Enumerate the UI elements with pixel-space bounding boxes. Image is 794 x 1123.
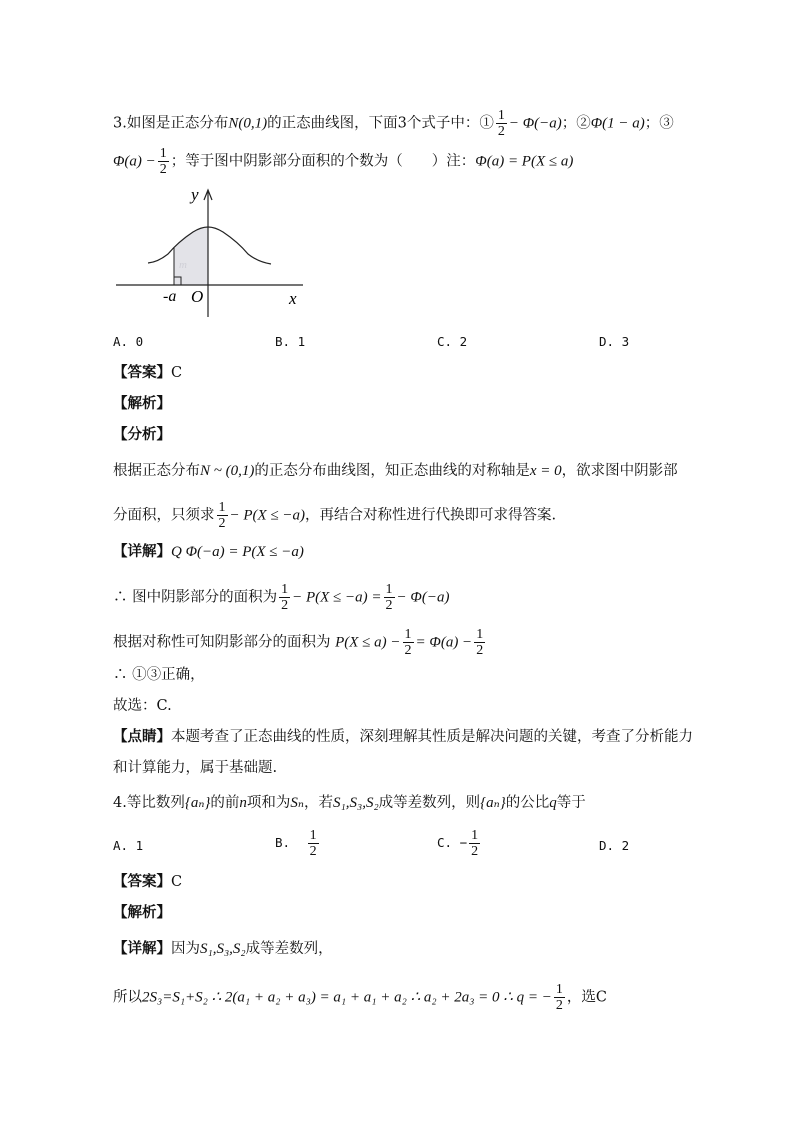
text: ，若 <box>304 795 334 811</box>
q3-detail-line-4: ∴ ①③正确， <box>113 667 205 683</box>
q3-fenxi-line-1 <box>113 461 678 481</box>
math: Sₙ <box>290 795 305 811</box>
text: 本题考查了正态曲线的性质，深刻理解其性质是解决问题的关键，考查了分析能力 <box>171 729 693 745</box>
q4-option-a[interactable]: A. 1 <box>113 838 144 853</box>
normal-curve-figure <box>113 180 313 325</box>
x-axis-label: x <box>289 289 297 308</box>
q3-question-tail: ；等于图中阴影部分面积的个数为（ ）注： <box>170 153 476 170</box>
q3-expr-3: Φ(a) − <box>113 153 156 170</box>
q3-distribution: N(0,1) <box>228 115 268 132</box>
q3-intro-2: 的正态曲线图，下面3个式子中：① <box>267 115 494 132</box>
text: ，再结合对称性进行代换即可求得答案. <box>305 507 557 524</box>
text: ，选C <box>566 989 607 1006</box>
math: {aₙ} <box>184 795 211 811</box>
origin-label: O <box>191 287 204 306</box>
math: − P(X ≤ −a) = <box>292 589 382 606</box>
text: 4.等比数列 <box>113 795 185 811</box>
math: q <box>549 795 557 811</box>
math: {aₙ} <box>480 795 506 811</box>
q3-fraction-half <box>496 108 507 139</box>
q3-fenxi-tag: 【分析】 <box>113 426 171 443</box>
math: n <box>239 795 247 811</box>
frac-den: 2 <box>471 844 479 859</box>
text: 所以 <box>113 989 142 1006</box>
q3-option-d[interactable]: D. 3 <box>599 334 630 349</box>
fraction-half <box>279 582 290 613</box>
q3-stem-line-2 <box>113 146 573 177</box>
q4-option-d[interactable]: D. 2 <box>599 838 630 853</box>
answer-value: C <box>171 874 183 890</box>
frac-num: 1 <box>471 828 479 843</box>
q3-detail-line-1 <box>113 542 304 562</box>
math: N ~ (0,1) <box>200 463 255 479</box>
q4-answer <box>113 872 182 892</box>
frac-den: 2 <box>309 844 317 859</box>
q3-analysis-tag: 【解析】 <box>113 395 171 412</box>
math: 2S₃=S₁+S₂ ∴ 2(a₁ + a₂ + a₃) = a₁ + a₁ + a₂ ∴ a₂ + 2a₃ = 0 ∴ q = − <box>142 989 552 1006</box>
math: x = 0 <box>529 463 562 479</box>
q3-sep-3: ；③ <box>644 115 674 132</box>
text: 的正态分布曲线图，知正态曲线的对称轴是 <box>254 463 530 479</box>
label: C. − <box>437 835 468 850</box>
shaded-area <box>174 227 208 285</box>
q3-note: Φ(a) = P(X ≤ a) <box>475 153 574 170</box>
math: S₁,S₃,S₂ <box>333 795 379 811</box>
q4-option-b[interactable] <box>275 828 321 859</box>
frac-num: 1 <box>404 627 412 642</box>
comment-tag: 【点睛】 <box>113 728 171 745</box>
frac-num: 1 <box>385 582 393 597</box>
y-axis-label: y <box>191 185 199 204</box>
math: − Φ(−a) <box>396 589 450 606</box>
label: B. <box>275 835 291 850</box>
text: 成等差数列， <box>245 941 333 957</box>
frac-den: 2 <box>404 643 412 658</box>
q3-expr-1: − Φ(−a) <box>508 115 562 132</box>
q4-detail-line-1 <box>113 939 333 959</box>
frac-num: 1 <box>309 828 317 843</box>
fraction-half <box>384 582 395 613</box>
q4-stem <box>113 793 586 813</box>
frac-num: 1 <box>218 500 226 515</box>
answer-tag: 【答案】 <box>113 873 171 890</box>
detail-tag: 【详解】 <box>113 543 171 560</box>
frac-num: 1 <box>476 627 484 642</box>
q3-expr-2: Φ(1 − a) <box>590 115 645 132</box>
frac-num: 1 <box>497 108 505 123</box>
shade-mark: m <box>179 259 187 271</box>
detail-tag: 【详解】 <box>113 940 171 957</box>
text: 成等差数列，则 <box>378 795 481 811</box>
frac-den: 2 <box>281 598 289 613</box>
frac-num: 1 <box>159 146 167 161</box>
frac-num: 1 <box>555 982 563 997</box>
frac-den: 2 <box>497 124 505 139</box>
fraction-half <box>469 828 480 859</box>
text: 分面积，只须求 <box>113 507 215 524</box>
frac-den: 2 <box>555 998 563 1013</box>
fraction-half <box>474 627 485 658</box>
answer-tag: 【答案】 <box>113 364 171 381</box>
text: 根据对称性可知阴影部分的面积为 <box>113 634 331 651</box>
text: 等于 <box>556 795 586 811</box>
fraction-half <box>554 982 565 1013</box>
text: 的前 <box>210 795 240 811</box>
frac-den: 2 <box>476 643 484 658</box>
frac-den: 2 <box>218 516 226 531</box>
text: 根据正态分布 <box>113 463 200 479</box>
normal-curve <box>148 227 271 264</box>
text: ，欲求图中阴影部 <box>561 463 678 479</box>
q3-fraction-half-2 <box>158 146 169 177</box>
frac-den: 2 <box>385 598 393 613</box>
q3-option-a[interactable]: A. 0 <box>113 334 144 349</box>
text: 因为 <box>171 941 200 957</box>
math: − P(X ≤ −a) <box>229 507 306 524</box>
q4-analysis-tag: 【解析】 <box>113 904 171 921</box>
q3-answer <box>113 363 182 383</box>
q3-stem-line-1 <box>113 108 674 139</box>
fraction-half <box>403 627 414 658</box>
q3-detail-line-3 <box>113 627 487 658</box>
q3-fenxi-line-2 <box>113 500 556 531</box>
q3-option-b[interactable]: B. 1 <box>275 334 306 349</box>
neg-a-label: -a <box>163 288 177 305</box>
q3-comment-line-2: 和计算能力，属于基础题. <box>113 760 278 776</box>
q4-option-c[interactable] <box>437 828 482 859</box>
math: P(X ≤ a) − <box>335 634 401 651</box>
q3-sep-2: ；② <box>561 115 591 132</box>
math: Q Φ(−a) = P(X ≤ −a) <box>171 544 304 560</box>
text: 项和为 <box>246 795 291 811</box>
fraction-half <box>217 500 228 531</box>
text: ∴ 图中阴影部分的面积为 <box>113 589 278 606</box>
q3-option-c[interactable]: C. 2 <box>437 334 468 349</box>
frac-num: 1 <box>281 582 289 597</box>
q3-comment-line-1 <box>113 727 693 747</box>
q4-detail-line-2 <box>113 982 607 1013</box>
answer-value: C <box>171 365 183 381</box>
text: 的公比 <box>505 795 550 811</box>
frac-den: 2 <box>159 162 167 177</box>
math: S₁,S₃,S₂ <box>200 941 246 957</box>
q3-intro: 3.如图是正态分布 <box>113 115 229 132</box>
q3-detail-line-2 <box>113 582 449 613</box>
q3-detail-line-5: 故选：C. <box>113 698 172 714</box>
math: = Φ(a) − <box>415 634 473 651</box>
fraction-half <box>308 828 319 859</box>
